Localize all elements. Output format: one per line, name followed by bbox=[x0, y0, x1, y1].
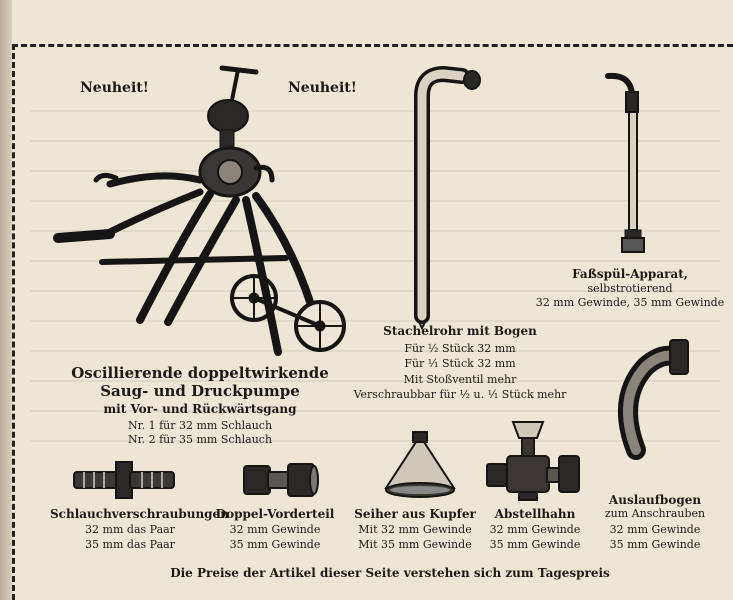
pump-spec-1: Nr. 1 für 32 mm Schlauch bbox=[127, 419, 273, 432]
double-front-line-1: 32 mm Gewinde bbox=[229, 523, 321, 536]
stachelrohr-line-2: Für ¹⁄₁ Stück 32 mm bbox=[404, 357, 516, 370]
pump-spec-2: Nr. 2 für 35 mm Schlauch bbox=[127, 433, 273, 446]
stachelrohr-line-3: Mit Stoßventil mehr bbox=[403, 373, 517, 386]
stachelrohr-title: Stachelrohr mit Bogen bbox=[383, 324, 537, 338]
pump-subtitle: mit Vor- und Rückwärtsgang bbox=[103, 402, 297, 416]
hose-coupling-illustration bbox=[70, 458, 180, 503]
hose-coupling-line-2: 35 mm das Paar bbox=[85, 538, 175, 551]
stachelrohr-line-1: Für ½ Stück 32 mm bbox=[404, 342, 516, 355]
fasspuel-line-2: 32 mm Gewinde, 35 mm Gewinde bbox=[535, 296, 725, 309]
outlet-bend-line-3: 35 mm Gewinde bbox=[609, 538, 701, 551]
strainer-line-1: Mit 32 mm Gewinde bbox=[358, 523, 472, 536]
stachelrohr-illustration bbox=[400, 66, 500, 326]
outlet-bend-line-2: 32 mm Gewinde bbox=[609, 523, 701, 536]
hose-coupling-line-1: 32 mm das Paar bbox=[85, 523, 175, 536]
strainer-title: Seiher aus Kupfer bbox=[354, 507, 476, 521]
outlet-bend-line-1: zum Anschrauben bbox=[604, 507, 706, 520]
new-badge-right: Neuheit! bbox=[288, 80, 357, 96]
shutoff-valve-line-1: 32 mm Gewinde bbox=[489, 523, 581, 536]
double-front-part-illustration bbox=[240, 460, 320, 502]
shutoff-valve-illustration bbox=[485, 418, 585, 503]
double-front-title: Doppel-Vorderteil bbox=[215, 507, 335, 521]
fasspuel-title: Faßspül-Apparat, bbox=[572, 267, 688, 281]
fasspuel-illustration bbox=[600, 70, 660, 260]
shutoff-valve-title: Abstellhahn bbox=[494, 507, 576, 521]
price-footer-note: Die Preise der Artikel dieser Seite verstehen sich zum Tagespreis bbox=[170, 566, 610, 580]
copper-strainer-illustration bbox=[380, 430, 460, 502]
pump-title-line2: Saug- und Druckpumpe bbox=[100, 382, 300, 400]
strainer-line-2: Mit 35 mm Gewinde bbox=[358, 538, 472, 551]
outlet-bend-title: Auslaufbogen bbox=[608, 493, 702, 507]
stachelrohr-line-4: Verschraubbar für ½ u. ¹⁄₁ Stück mehr bbox=[353, 388, 567, 401]
shutoff-valve-line-2: 35 mm Gewinde bbox=[489, 538, 581, 551]
new-badge-left: Neuheit! bbox=[80, 80, 149, 96]
pump-illustration bbox=[50, 62, 350, 362]
fasspuel-line-1: selbstrotierend bbox=[587, 282, 673, 295]
hose-coupling-title: Schlauchverschraubungen bbox=[50, 507, 229, 521]
double-front-line-2: 35 mm Gewinde bbox=[229, 538, 321, 551]
page-binding-gutter bbox=[0, 0, 12, 600]
outlet-bend-illustration bbox=[610, 338, 700, 458]
pump-title-line1: Oscillierende doppeltwirkende bbox=[71, 364, 329, 382]
